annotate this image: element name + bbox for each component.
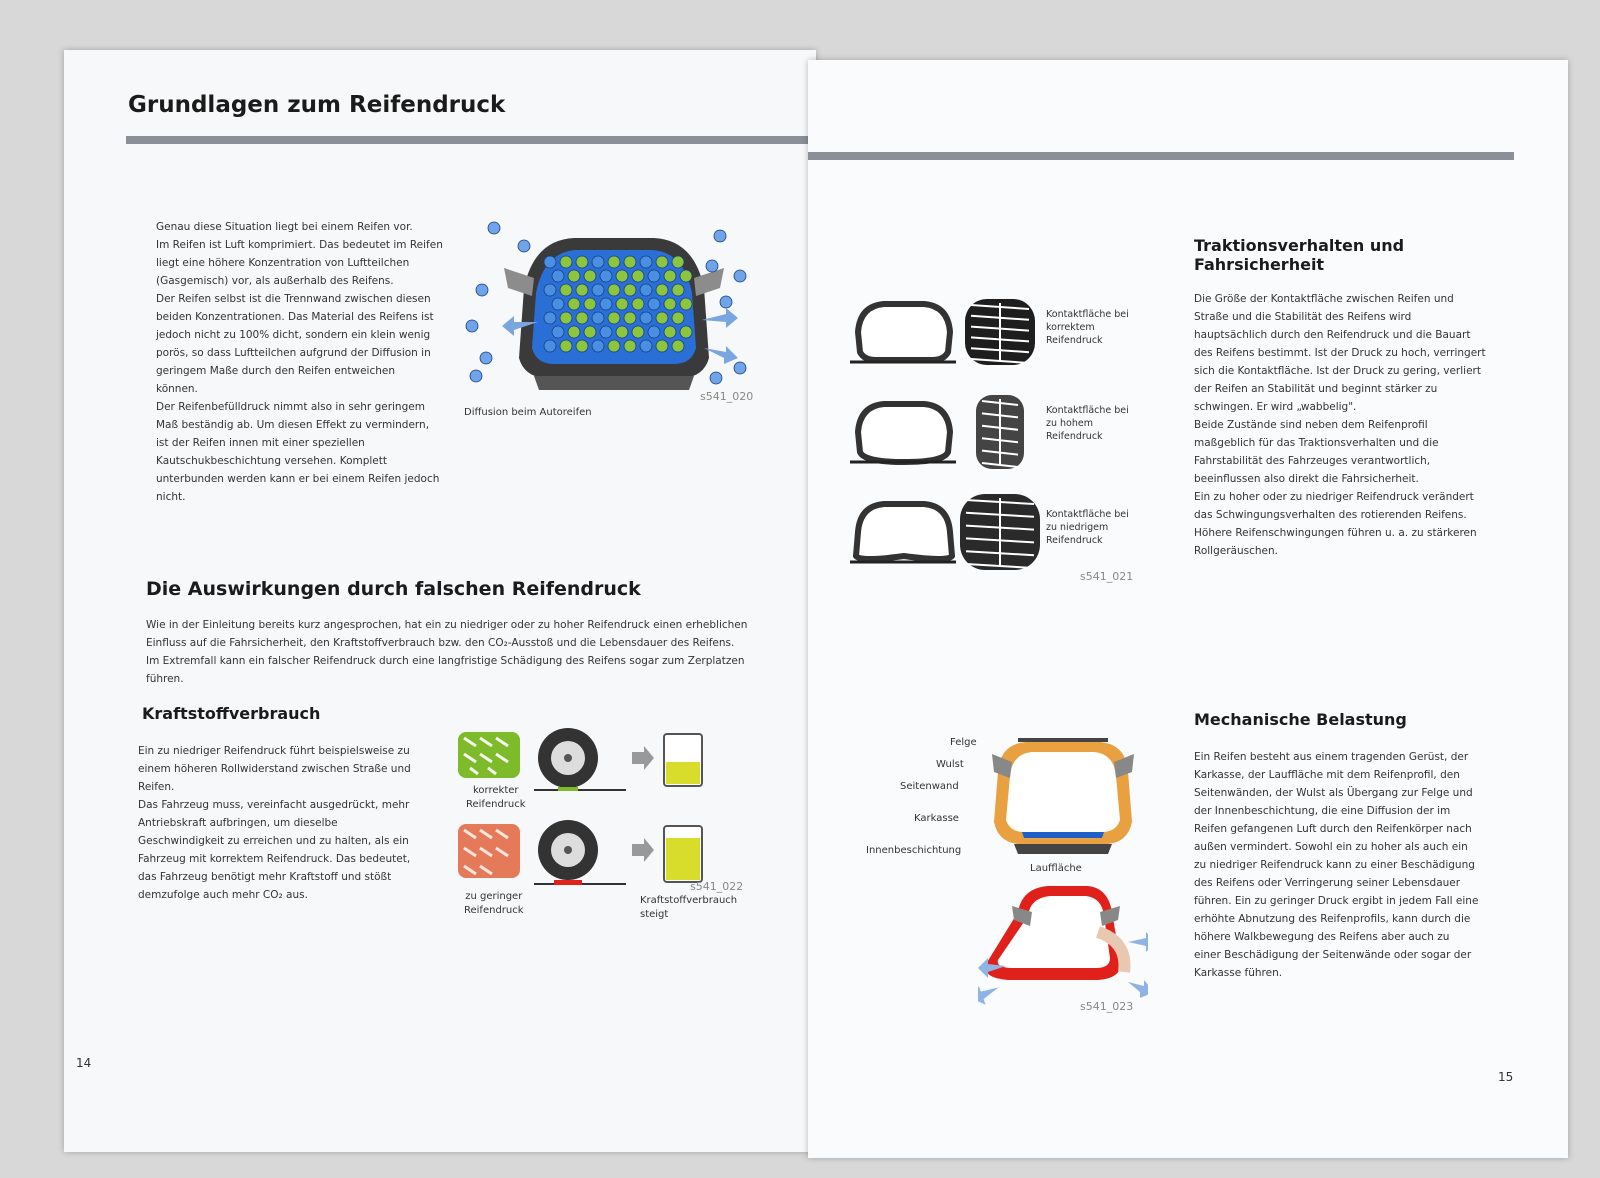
label-low-pressure: zu geringer Reifendruck bbox=[464, 891, 524, 916]
right-page bbox=[808, 60, 1568, 1158]
oxygen-molecule-icon bbox=[710, 372, 722, 384]
tire-correct bbox=[850, 299, 1035, 365]
tire-section-normal bbox=[992, 740, 1134, 854]
oxygen-molecule-icon bbox=[734, 270, 746, 282]
oxygen-molecule-icon bbox=[466, 320, 478, 332]
oxygen-molecule-icon bbox=[552, 270, 564, 282]
nitrogen-molecule-icon bbox=[608, 284, 620, 296]
section-text: Wie in der Einleitung bereits kurz angesprochen, hat ein zu niedriger oder zu hoher Reifendruck einen erheblichen Einfluss auf die Fahrsicherheit, den Kraftstoffverbrauch bzw. den CO₂-Ausstoß und die Lebensdauer des Reifens. Im Extremfall kann ein falscher Reifendruck durch eine langfristige Schädigung des Reifens sogar zum Zerplatzen führen. bbox=[146, 619, 748, 685]
oxygen-molecule-icon bbox=[552, 326, 564, 338]
nitrogen-molecule-icon bbox=[624, 312, 636, 324]
label-fuel-increase: Kraftstoffverbrauch steigt bbox=[640, 895, 738, 920]
fuel-text: Ein zu niedriger Reifendruck führt beispielsweise zu einem höheren Rollwiderstand zwischen Straße und Reifen. Das Fahrzeug muss, vereinfacht ausgedrückt, mehr Antriebskraft aufbringen, um dieselbe Geschwindigkeit zu erreichen und zu halten, als ein Fahrzeug mit korrektem Reifendruck. Das bedeutet, das Fahrzeug benötigt mehr Kraftstoff und stößt demzufolge auch mehr CO₂ aus. bbox=[138, 745, 411, 901]
nitrogen-molecule-icon bbox=[560, 256, 572, 268]
oxygen-molecule-icon bbox=[648, 326, 660, 338]
nitrogen-molecule-icon bbox=[616, 326, 628, 338]
oxygen-molecule-icon bbox=[544, 312, 556, 324]
page-number: 14 bbox=[76, 1056, 92, 1070]
nitrogen-molecule-icon bbox=[680, 298, 692, 310]
nitrogen-molecule-icon bbox=[568, 270, 580, 282]
nitrogen-molecule-icon bbox=[568, 326, 580, 338]
part-label: Lauffläche bbox=[1030, 863, 1082, 874]
left-page bbox=[64, 50, 816, 1152]
oxygen-molecule-icon bbox=[734, 362, 746, 374]
oxygen-molecule-icon bbox=[706, 260, 718, 272]
diffusion-diagram bbox=[464, 218, 764, 418]
nitrogen-molecule-icon bbox=[656, 340, 668, 352]
nitrogen-molecule-icon bbox=[608, 340, 620, 352]
oxygen-molecule-icon bbox=[518, 240, 530, 252]
mech-title: Mechanische Belastung bbox=[1194, 710, 1407, 729]
diffusion-figure-code: s541_020 bbox=[700, 390, 754, 403]
nitrogen-molecule-icon bbox=[656, 312, 668, 324]
nitrogen-molecule-icon bbox=[624, 340, 636, 352]
oxygen-molecule-icon bbox=[488, 222, 500, 234]
oxygen-molecule-icon bbox=[600, 326, 612, 338]
nitrogen-molecule-icon bbox=[608, 312, 620, 324]
fuel-title: Kraftstoffverbrauch bbox=[142, 704, 321, 723]
oxygen-molecule-icon bbox=[648, 298, 660, 310]
oxygen-molecule-icon bbox=[720, 296, 732, 308]
page-number: 15 bbox=[1498, 1070, 1514, 1084]
part-label: Seitenwand bbox=[900, 781, 959, 792]
nitrogen-molecule-icon bbox=[632, 270, 644, 282]
fuel-figure-code: s541_022 bbox=[690, 880, 744, 893]
tire-section-deformed bbox=[985, 886, 1124, 980]
fuel-can-normal bbox=[664, 734, 702, 786]
nitrogen-molecule-icon bbox=[664, 270, 676, 282]
traction-text: Die Größe der Kontaktfläche zwischen Reifen und Straße und die Stabilität des Reifens wird hauptsächlich durch den Reifendruck und die Bauart des Reifens bestimmt. Ist der Druck zu hoch, verringert sich die Kontaktfläche. Ist der Druck zu gering, verliert der Reifen an Stabilität und beginnt stärker zu schwingen. Er wird „wabbelig". Beide Zustände sind neben dem Reifenprofil maßgeblich für das Traktionsverhalten und die Fahrstabilität des Fahrzeuges verantwortlich, beeinflussen also direkt die Fahrsicherheit. Ein zu hoher oder zu niedriger Reifendruck verändert das Schwingungsverhalten des rotierenden Reifens. Höhere Reifenschwingungen führen u. a. zu stärkeren Rollgeräuschen. bbox=[1194, 293, 1486, 557]
nitrogen-molecule-icon bbox=[672, 312, 684, 324]
oxygen-molecule-icon bbox=[480, 352, 492, 364]
oxygen-molecule-icon bbox=[648, 270, 660, 282]
oxygen-molecule-icon bbox=[476, 284, 488, 296]
nitrogen-molecule-icon bbox=[680, 270, 692, 282]
part-label: Wulst bbox=[936, 759, 964, 770]
nitrogen-molecule-icon bbox=[584, 326, 596, 338]
nitrogen-molecule-icon bbox=[624, 256, 636, 268]
oxygen-molecule-icon bbox=[470, 370, 482, 382]
nitrogen-molecule-icon bbox=[656, 284, 668, 296]
oxygen-molecule-icon bbox=[640, 340, 652, 352]
contact-label-high: Kontaktfläche bei zu hohem Reifendruck bbox=[1046, 405, 1129, 442]
diffusion-caption: Diffusion beim Autoreifen bbox=[464, 407, 592, 418]
nitrogen-molecule-icon bbox=[576, 284, 588, 296]
intro-text: Genau diese Situation liegt bei einem Reifen vor. Im Reifen ist Luft komprimiert. Das bedeutet im Reifen liegt eine höhere Konzentration von Luftteilchen (Gasgemisch) vor, als außerhalb des Reifens. Der Reifen selbst ist die Trennwand zwischen diesen beiden Konzentrationen. Das Material des Reifens ist jedoch nicht zu 100% dicht, sondern ein klein wenig porös, so dass Luftteilchen aufgrund der Diffusion in geringem Maße durch den Reifen entweichen können. Der Reifenbefülldruck nimmt also in sehr geringem Maß beständig ab. Um diesen Effekt zu vermindern, ist der Reifen innen mit einer speziellen Kautschukbeschichtung versehen. Komplett unterbunden werden kann er bei einem Reifen jedoch nicht. bbox=[156, 221, 443, 503]
wheel-correct bbox=[534, 728, 626, 791]
fuel-can-high bbox=[664, 826, 702, 882]
nitrogen-molecule-icon bbox=[624, 284, 636, 296]
wheel-low bbox=[534, 820, 626, 885]
tread-footprint-correct bbox=[965, 299, 1035, 365]
title-rule bbox=[808, 152, 1514, 160]
nitrogen-molecule-icon bbox=[680, 326, 692, 338]
oxygen-molecule-icon bbox=[600, 298, 612, 310]
oxygen-molecule-icon bbox=[544, 284, 556, 296]
tire-high bbox=[850, 395, 1024, 469]
nitrogen-molecule-icon bbox=[584, 298, 596, 310]
tread-footprint-low bbox=[960, 494, 1040, 570]
nitrogen-molecule-icon bbox=[672, 340, 684, 352]
nitrogen-molecule-icon bbox=[672, 284, 684, 296]
anatomy-figure-code: s541_023 bbox=[1080, 1000, 1134, 1013]
nitrogen-molecule-icon bbox=[576, 312, 588, 324]
oxygen-molecule-icon bbox=[714, 230, 726, 242]
tread-low bbox=[458, 824, 520, 878]
traction-title: Traktionsverhalten und Fahrsicherheit bbox=[1194, 236, 1405, 274]
page-title: Grundlagen zum Reifendruck bbox=[128, 92, 506, 118]
nitrogen-molecule-icon bbox=[560, 312, 572, 324]
label-correct-pressure: korrekter Reifendruck bbox=[466, 785, 526, 810]
part-label: Innenbeschichtung bbox=[866, 845, 962, 856]
mech-text: Ein Reifen besteht aus einem tragenden Gerüst, der Karkasse, der Lauffläche mit dem Reifenprofil, den Seitenwänden, der Wulst als Übergang zur Felge und der Innenbeschichtung, die eine Diffusion der im Reifen gefangenen Luft durch den Reifenkörper nach außen vermindert. Sowohl ein zu hoher als auch ein zu niedriger Reifendruck kann zu einer Beschädigung des Reifens oder Verringerung seiner Lebensdauer führen. Ein zu geringer Druck ergibt in jedem Fall eine erhöhte Abnutzung des Reifenprofils, kann durch die höhere Walkbewegung des Reifens aber auch zu einer Beschädigung der Seitenwände oder sogar der Karkasse führen. bbox=[1194, 751, 1479, 979]
arrow-right-icon bbox=[632, 838, 654, 862]
oxygen-molecule-icon bbox=[592, 284, 604, 296]
nitrogen-molecule-icon bbox=[560, 284, 572, 296]
oxygen-molecule-icon bbox=[640, 256, 652, 268]
nitrogen-molecule-icon bbox=[616, 298, 628, 310]
part-label: Karkasse bbox=[914, 813, 959, 824]
nitrogen-molecule-icon bbox=[576, 256, 588, 268]
nitrogen-molecule-icon bbox=[632, 326, 644, 338]
nitrogen-molecule-icon bbox=[568, 298, 580, 310]
part-label: Felge bbox=[950, 737, 977, 748]
tread-footprint-high bbox=[976, 395, 1024, 469]
nitrogen-molecule-icon bbox=[616, 270, 628, 282]
title-rule bbox=[126, 136, 816, 144]
nitrogen-molecule-icon bbox=[576, 340, 588, 352]
oxygen-molecule-icon bbox=[600, 270, 612, 282]
nitrogen-molecule-icon bbox=[664, 298, 676, 310]
oxygen-molecule-icon bbox=[552, 298, 564, 310]
nitrogen-molecule-icon bbox=[632, 298, 644, 310]
section-title: Die Auswirkungen durch falschen Reifendruck bbox=[146, 578, 641, 600]
nitrogen-molecule-icon bbox=[656, 256, 668, 268]
fuel-diagram bbox=[454, 726, 714, 906]
oxygen-molecule-icon bbox=[544, 340, 556, 352]
nitrogen-molecule-icon bbox=[608, 256, 620, 268]
oxygen-molecule-icon bbox=[640, 284, 652, 296]
nitrogen-molecule-icon bbox=[584, 270, 596, 282]
tire-low bbox=[850, 494, 1040, 570]
arrow-right-icon bbox=[632, 746, 654, 770]
oxygen-molecule-icon bbox=[544, 256, 556, 268]
contact-label-low: Kontaktfläche bei zu niedrigem Reifendruck bbox=[1046, 509, 1129, 546]
oxygen-molecule-icon bbox=[592, 256, 604, 268]
nitrogen-molecule-icon bbox=[560, 340, 572, 352]
contact-diagram bbox=[844, 282, 1054, 572]
nitrogen-molecule-icon bbox=[672, 256, 684, 268]
tread-correct bbox=[458, 732, 520, 778]
oxygen-molecule-icon bbox=[592, 312, 604, 324]
contact-label-correct: Kontaktfläche bei korrektem Reifendruck bbox=[1046, 309, 1129, 346]
nitrogen-molecule-icon bbox=[664, 326, 676, 338]
oxygen-molecule-icon bbox=[640, 312, 652, 324]
contact-figure-code: s541_021 bbox=[1080, 570, 1134, 583]
oxygen-molecule-icon bbox=[592, 340, 604, 352]
